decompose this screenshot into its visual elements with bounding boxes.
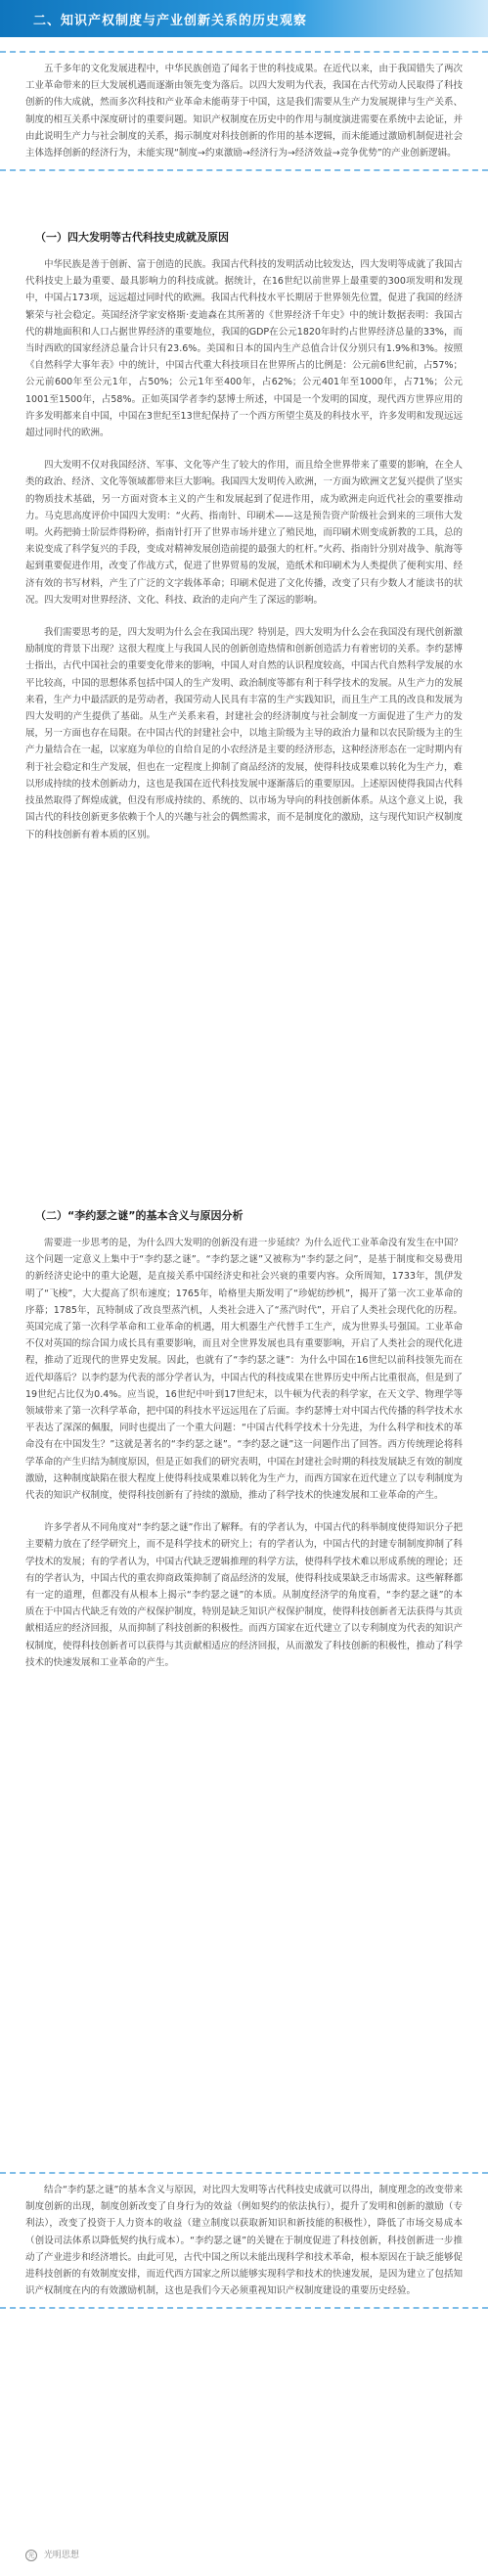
closing-box	[0, 2172, 488, 2309]
footer-logo	[25, 2548, 79, 2561]
section-title-bar	[0, 0, 488, 37]
intro-box	[0, 51, 488, 171]
paragraph: 我们需要思考的是，四大发明为什么会在我国出现？特别是，四大发明为什么会在我国没有现代创新激励制度的背景下出现？这很大程度上与我国人民的创新创造热情和创新创造活力有着密切的关系。李约瑟博士指出，古代中国社会的重要变化带来的影响，中国人对自然的认识程度较高，中国古代自然科学发展的水平比较高，中国的思想体系包括中国人的生产发明、政治制度等都有利于科学技术的发展。从生产力的发展来看，生产力中最活跃的是劳动者，我国劳动人民具有丰富的生产实践知识，而且生产工具的改良和发展为四大发明的产生提供了基础。从生产关系来看，封建社会的经济制度与社会制度一方面促进了生产力的发展，另一方面也存在局限。在中国古代的封建社会中，以地主阶级为主导的政治力量和以农民阶级为主的生产力量结合在一起，以家庭为单位的自给自足的小农经济是主要的经济形态，这种经济形态在一定时期内有利于社会稳定和生产发展，但也在一定程度上抑制了商品经济的发展，使得科技成果难以转化为生产力，难以形成持续的技术创新动力，这也是我国在近代科技发展中逐渐落后的重要原因。上述原因使得我国古代科技虽然取得了辉煌成就，但没有形成持续的、系统的、以市场为导向的科技创新体系。从这个意义上说，我国古代的科技创新更多依赖于个人的兴趣与社会的偶然需求，而不是制度化的激励，这与现代知识产权制度下的科技创新有着本质的区别。	[25, 627, 463, 840]
intro-paragraph: 五千多年的文化发展进程中，中华民族创造了闻名于世的科技成果。在近代以来，由于我国错失了两次工业革命带来的巨大发展机遇而逐渐由领先变为落后。以四大发明为代表，我国在古代劳动人民取得了科技创新的伟大成就，然而多次科技和产业革命未能萌芽于中国，这是我们需要从生产力发展规律与生产关系、制度的相互关系中深度研讨的重要问题。知识产权制度在历史中的作用与制度演进需要在系统中去论证，并由此说明生产力与社会制度的关系，揭示制度对科技创新的作用的基本逻辑，而未能通过激励机制促进社会主体选择创新的经济行为，未能实现“制度→约束激励→经济行为→经济效益→竞争优势”的产业创新逻辑。	[25, 64, 463, 159]
section-2-body	[0, 1235, 488, 1671]
logo-text: 光明思想	[43, 2551, 79, 2560]
section-title: 二、知识产权制度与产业创新关系的历史观察	[33, 14, 308, 28]
paragraph: 四大发明不仅对我国经济、军事、文化等产生了较大的作用，而且给全世界带来了重要的影响，在全人类的政治、经济、文化等领域都带来巨大影响。我国四大发明传入欧洲，一方面为欧洲文艺复兴提供了坚实的物质技术基础，另一方面对资本主义的产生和发展起到了促进作用，成为欧洲走向近代社会的重要推动力。马克思高度评价中国四大发明：“火药、指南针、印刷术——这是预告资产阶级社会到来的三项伟大发明。火药把骑士阶层炸得粉碎，指南针打开了世界市场并建立了殖民地，而印刷术则变成新教的工具，总的来说变成了科学复兴的手段，变成对精神发展创造前提的最强大的杠杆。”火药、指南针分别对战争、航海等起到重要促进作用，改变了作战方式，促进了世界贸易的发展，造纸术和印刷术为人类提供了便利实用、经济有效的书写材料，产生了广泛的文字载体革命；印刷术促进了文化传播，改变了只有少数人才能读书的状况。四大发明对世界经济、文化、科技、政治的走向产生了深远的影响。	[25, 460, 463, 606]
closing-paragraph: 结合“李约瑟之谜”的基本含义与原因，对比四大发明等古代科技史成就可以得出，制度理念的改变带来制度创新的出现，制度创新改变了自身行为的效益（例如契约的依法执行），提升了发明和创新的激励（专利法），改变了投资于人力资本的收益（建立制度以获取新知识和新技能的积极性），降低了市场交易成本（创设司法体系以降低契约执行成本）。“李约瑟之谜”的关键在于制度促进了科技创新，科技创新进一步推动了产业进步和经济增长。由此可见，古代中国之所以未能出现科学和技术革命，根本原因在于缺乏能够促进科技创新的有效制度安排，而近代西方国家之所以能够实现科学和技术的快速发展，是因为建立了包括知识产权制度在内的有效激励机制，这也是我们今天必须重视知识产权制度建设的重要历史经验。	[25, 2185, 463, 2297]
subheading-1: （一）四大发明等古代科技史成就及原因	[35, 231, 229, 244]
subheading-2: （二）“李约瑟之谜”的基本含义与原因分析	[35, 1209, 244, 1222]
paragraph: 中华民族是善于创新、富于创造的民族。我国古代科技的发明活动比较发达，四大发明等成就了我国古代科技史上最为重要、最具影响力的科技成就。据统计，在16世纪以前世界上最重要的300项发明和发现中，中国占173项，远远超过同时代的欧洲。我国古代科技水平长期居于世界领先位置，促进了我国的经济繁荣与社会稳定。英国经济学家安格斯·麦迪森在其所著的《世界经济千年史》中的统计数据表明：我国古代的耕地面积和人口占据世界经济的重要地位，我国的GDP在公元1820年时约占世界经济总量的33%，而当时西欧的国家经济总量合计只有23.6%。美国和日本的国内生产总值合计仅分别只有1.9%和3%。按照《自然科学大事年表》中的统计，中国古代重大科技项目在世界所占的比例是：公元前6世纪前，占57%；公元前600年至公元1年，占50%；公元1年至400年，占62%；公元401年至1000年，占71%；公元1001至1500年，占58%。正如英国学者李约瑟博士所述，中国是一个发明的国度，现代西方世界应用的许多发明都来自中国，中国在3世纪至13世纪保持了一个西方所望尘莫及的科技水平，许多发明和发现远远超过同时代的欧洲。	[25, 259, 463, 439]
paragraph: 许多学者从不同角度对“李约瑟之谜”作出了解释。有的学者认为，中国古代的科举制度使得知识分子把主要精力放在了经学研究上，而不是科学技术的研究上；有的学者认为，中国古代的封建专制制度抑制了科学技术的发展；有的学者认为，中国古代缺乏逻辑推理的科学方法，使得科学技术难以形成系统的理论；还有的学者认为，中国古代的重农抑商政策抑制了商品经济的发展，使得科技成果缺乏市场需求。这些解释都有一定的道理，但都没有从根本上揭示“李约瑟之谜”的本质。从制度经济学的角度看，“李约瑟之谜”的本质在于中国古代缺乏有效的产权保护制度，特别是缺乏知识产权保护制度，使得科技创新者无法获得与其贡献相适应的经济回报，从而抑制了科技创新的积极性。而西方国家在近代建立了以专利制度为代表的知识产权制度，使得科技创新者可以获得与其贡献相适应的经济回报，从而激发了科技创新的积极性，推动了科学技术的快速发展和工业革命的产生。	[25, 1522, 463, 1668]
section-1-body	[0, 256, 488, 843]
paragraph: 需要进一步思考的是，为什么四大发明的创新没有进一步延续？为什么近代工业革命没有发生在中国？这个问题一定意义上集中于“李约瑟之谜”。“李约瑟之谜”又被称为“李约瑟之问”，是基于制度和交易费用的新经济史论中的重大论题，是直接关系中国经济史和社会兴衰的重要内容。众所周知，1733年，凯伊发明了“飞梭”，大大提高了织布速度；1765年，哈格里夫斯发明了“珍妮纺纱机”，揭开了第一次工业革命的序幕；1785年，瓦特制成了改良型蒸汽机，人类社会进入了“蒸汽时代”，开启了人类社会现代化的历程。英国完成了第一次科学革命和工业革命的机遇，用大机器生产代替手工生产，成为世界头号强国。工业革命不仅对英国的综合国力成长具有重要影响，而且对全世界发展也具有重要影响，开启了人类社会的现代化进程，推动了近现代的世界史发展。因此，也就有了“李约瑟之谜”：为什么中国在16世纪以前科技领先而在近代却落后？以李约瑟为代表的部分学者认为，中国古代的科技成果在世界历史中所占比重很高，但是到了19世纪占比仅为0.4%。应当说，16世纪中叶到17世纪末，以牛顿为代表的科学家，在天文学、物理学等领域带来了第一次科学革命，把中国的科技水平远远甩在了后面。李约瑟博士对中国古代传播的科学技术水平表达了深深的佩服，同时也提出了一个重大问题：“中国古代科学技术十分先进，为什么科学和技术的革命没有在中国发生？”这就是著名的“李约瑟之谜”。“李约瑟之谜”这一问题作出了回答。西方传统理论将科学革命的产生归结为制度原因，但是正如我们的研究表明，中国在封建社会时期的科技发展缺乏有效的制度激励，这种制度缺陷在很大程度上使得科技成果难以转化为生产力，而西方国家在近代建立了以专利制度为代表的知识产权制度，使得科技创新有了持续的激励，推动了科学技术的快速发展和工业革命的产生。	[25, 1238, 463, 1502]
logo-icon: 光	[25, 2550, 37, 2561]
